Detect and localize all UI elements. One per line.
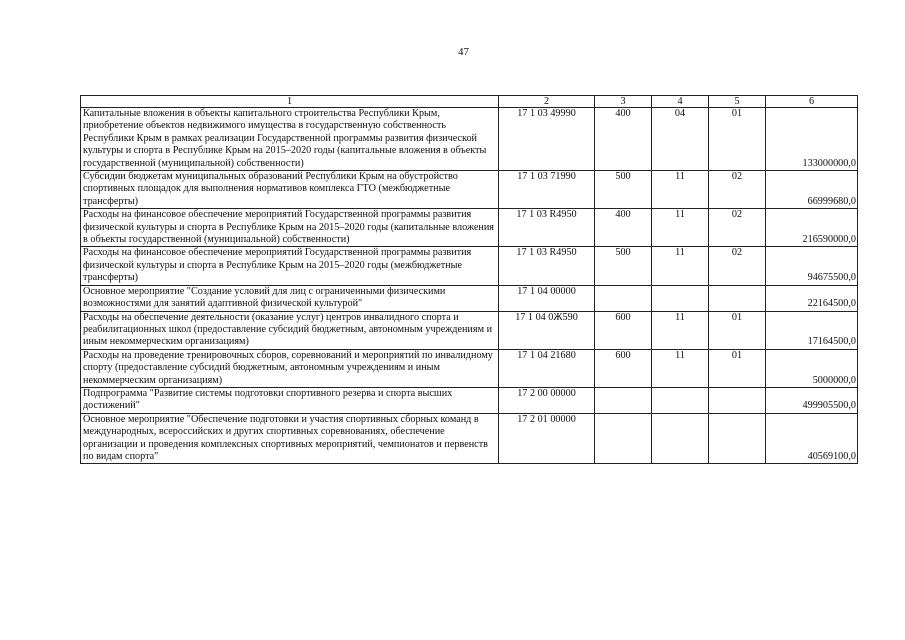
row-col4: [652, 387, 709, 413]
row-col4: 11: [652, 171, 709, 209]
row-sum: 216590000,0: [766, 209, 858, 247]
row-col5: [709, 387, 766, 413]
table-row: [81, 247, 858, 285]
row-name: Капитальные вложения в объекты капитального строительства Республики Крым, приобретение объектов недвижимого имущества в государственную собственность Республики Крым в рамках реализации Государственной программы развития физической культуры и спорта в Республике Крым на 2015–2020 годы (капитальные вложения в объекты государственной (муниципальной) собственности): [81, 108, 499, 171]
row-col3: 600: [595, 349, 652, 387]
header-cell-1: 1: [81, 96, 499, 108]
row-col5: 02: [709, 209, 766, 247]
row-col3: 600: [595, 311, 652, 349]
row-sum: 499905500,0: [766, 387, 858, 413]
row-name: Расходы на проведение тренировочных сборов, соревнований и мероприятий по инвалидному спорту (предоставление субсидий бюджетным, автономным учреждениям и иным некоммерческим организациям): [81, 349, 499, 387]
row-col5: [709, 285, 766, 311]
header-row: [81, 96, 858, 108]
row-col5: 01: [709, 311, 766, 349]
table-row: [81, 285, 858, 311]
row-col4: 11: [652, 209, 709, 247]
row-col4: 11: [652, 349, 709, 387]
row-col3: 500: [595, 171, 652, 209]
row-name: Основное мероприятие "Создание условий для лиц с ограниченными физическими возможностями для занятий адаптивной физической культурой": [81, 285, 499, 311]
row-code: 17 1 03 R4950: [499, 247, 595, 285]
row-col3: [595, 387, 652, 413]
row-sum: 17164500,0: [766, 311, 858, 349]
table-row: [81, 349, 858, 387]
row-col4: [652, 285, 709, 311]
table-row: [81, 108, 858, 171]
budget-table: [80, 95, 858, 464]
row-sum: 40569100,0: [766, 413, 858, 464]
row-name: Основное мероприятие "Обеспечение подготовки и участия спортивных сборных команд в международных, всероссийских и других спортивных соревнованиях, обеспечение организации и проведения комплексных спортивных мероприятий, чемпионатов и первенств по видам спорта": [81, 413, 499, 464]
row-code: 17 1 03 49990: [499, 108, 595, 171]
header-cell-3: 3: [595, 96, 652, 108]
table-row: [81, 387, 858, 413]
row-col3: 500: [595, 247, 652, 285]
row-col3: [595, 285, 652, 311]
table-row: [81, 413, 858, 464]
row-sum: 5000000,0: [766, 349, 858, 387]
row-name: Расходы на финансовое обеспечение мероприятий Государственной программы развития физической культуры и спорта в Республике Крым на 2015–2020 годы (капитальные вложения в объекты государственной (муниципальной) собственности): [81, 209, 499, 247]
row-code: 17 1 04 21680: [499, 349, 595, 387]
row-code: 17 2 01 00000: [499, 413, 595, 464]
row-code: 17 2 00 00000: [499, 387, 595, 413]
row-sum: 22164500,0: [766, 285, 858, 311]
row-name: Расходы на обеспечение деятельности (оказание услуг) центров инвалидного спорта и реабилитационных школ (предоставление субсидий бюджетным, автономным учреждениям и иным некоммерческим организациям): [81, 311, 499, 349]
row-col4: 04: [652, 108, 709, 171]
header-cell-6: 6: [766, 96, 858, 108]
row-code: 17 1 03 R4950: [499, 209, 595, 247]
row-col3: 400: [595, 209, 652, 247]
table-row: [81, 171, 858, 209]
table-row: [81, 311, 858, 349]
row-sum: 66999680,0: [766, 171, 858, 209]
row-col3: 400: [595, 108, 652, 171]
row-sum: 94675500,0: [766, 247, 858, 285]
row-col4: [652, 413, 709, 464]
row-col5: 01: [709, 349, 766, 387]
row-name: Подпрограмма "Развитие системы подготовки спортивного резерва и спорта высших достижений": [81, 387, 499, 413]
row-col4: 11: [652, 247, 709, 285]
header-cell-2: 2: [499, 96, 595, 108]
row-code: 17 1 03 71990: [499, 171, 595, 209]
row-name: Субсидии бюджетам муниципальных образований Республики Крым на обустройство спортивных площадок для выполнения нормативов комплекса ГТО (межбюджетные трансферты): [81, 171, 499, 209]
row-col3: [595, 413, 652, 464]
row-code: 17 1 04 0Ж590: [499, 311, 595, 349]
table-row: [81, 209, 858, 247]
row-name: Расходы на финансовое обеспечение мероприятий Государственной программы развития физической культуры и спорта в Республике Крым на 2015–2020 годы (межбюджетные трансферты): [81, 247, 499, 285]
row-col5: [709, 413, 766, 464]
row-sum: 133000000,0: [766, 108, 858, 171]
row-code: 17 1 04 00000: [499, 285, 595, 311]
header-cell-5: 5: [709, 96, 766, 108]
page-number: 47: [458, 46, 469, 58]
row-col4: 11: [652, 311, 709, 349]
row-col5: 02: [709, 247, 766, 285]
row-col5: 02: [709, 171, 766, 209]
header-cell-4: 4: [652, 96, 709, 108]
row-col5: 01: [709, 108, 766, 171]
